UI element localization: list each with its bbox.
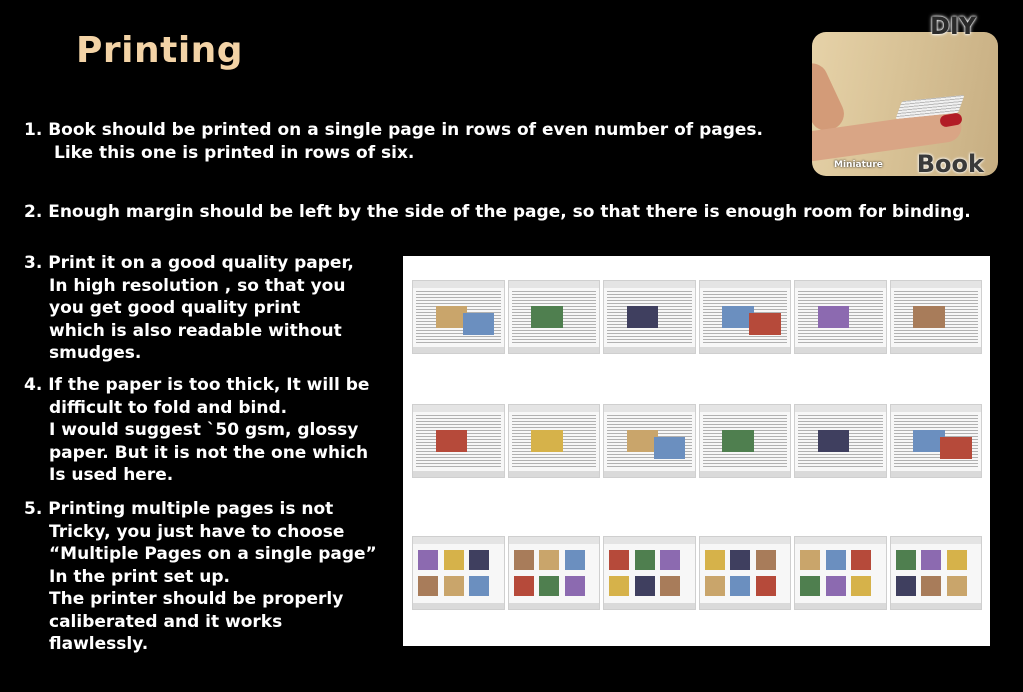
page-footer-band — [413, 603, 504, 609]
page-header-band — [413, 281, 504, 288]
point-1-line-1: 1. Book should be printed on a single page in rows of even number of pages. — [24, 120, 763, 140]
page-photo — [818, 430, 850, 452]
page-photo — [896, 550, 916, 570]
page-header-band — [795, 537, 886, 544]
sheet-row-2 — [412, 404, 982, 478]
page-thumbnail — [794, 536, 887, 610]
page-footer-band — [604, 603, 695, 609]
page-thumbnail — [699, 404, 792, 478]
page-photo — [469, 550, 489, 570]
point-3-line-4: which is also readable without — [49, 320, 342, 341]
page-header-band — [891, 537, 982, 544]
page-header-band — [891, 405, 982, 412]
page-footer-band — [700, 471, 791, 477]
page-photo — [800, 550, 820, 570]
page-photo — [826, 550, 846, 570]
page-header-band — [604, 537, 695, 544]
sheet-row-3 — [412, 536, 982, 610]
point-5-line-5: The printer should be properly — [49, 589, 344, 609]
page-thumbnail — [412, 536, 505, 610]
page-photo — [627, 306, 659, 328]
page-photo — [660, 550, 680, 570]
page-photo — [705, 576, 725, 596]
point-1 — [24, 119, 763, 164]
page-photo — [913, 306, 945, 328]
page-thumbnail — [412, 404, 505, 478]
page-thumbnail — [794, 404, 887, 478]
page-thumbnail — [890, 280, 983, 354]
thumb-shape — [812, 58, 849, 136]
page-footer-band — [795, 603, 886, 609]
page-photo — [635, 576, 655, 596]
page-photo — [705, 550, 725, 570]
page-photo — [565, 576, 585, 596]
diy-book-logo-image — [812, 32, 998, 176]
page-photo — [565, 550, 585, 570]
point-5-line-7: flawlessly. — [49, 634, 149, 654]
page-footer-band — [509, 471, 600, 477]
page-thumbnail — [699, 280, 792, 354]
page-photo — [921, 576, 941, 596]
page-photo — [800, 576, 820, 596]
page-footer-band — [509, 347, 600, 353]
point-3-line-1: 3. Print it on a good quality paper, — [24, 253, 354, 273]
page-header-band — [891, 281, 982, 288]
page-footer-band — [604, 347, 695, 353]
sheet-row-1 — [412, 280, 982, 354]
point-5 — [24, 498, 377, 656]
page-footer-band — [509, 603, 600, 609]
page-footer-band — [413, 347, 504, 353]
page-header-band — [700, 405, 791, 412]
page-header-band — [700, 537, 791, 544]
page-photo — [851, 550, 871, 570]
page-photo — [514, 550, 534, 570]
page-header-band — [795, 405, 886, 412]
page-photo — [660, 576, 680, 596]
page-footer-band — [700, 603, 791, 609]
point-4 — [24, 374, 369, 487]
point-5-line-6: caliberated and it works — [49, 611, 283, 632]
point-4-line-4: paper. But it is not the one which — [49, 442, 369, 463]
logo-book-text: Book — [916, 150, 984, 176]
page-photo — [722, 430, 754, 452]
page-photo — [539, 550, 559, 570]
page-thumbnail — [699, 536, 792, 610]
page-photo — [469, 576, 489, 596]
page-thumbnail — [890, 536, 983, 610]
logo-diy-text: DIY — [930, 12, 977, 40]
page-header-band — [509, 537, 600, 544]
page-header-band — [413, 405, 504, 412]
page-footer-band — [795, 347, 886, 353]
page-thumbnail — [603, 536, 696, 610]
point-5-line-1: 5. Printing multiple pages is not — [24, 499, 334, 519]
page-footer-band — [413, 471, 504, 477]
page-thumbnail — [508, 536, 601, 610]
page-photo — [940, 437, 972, 459]
page-photo — [444, 576, 464, 596]
point-5-line-3: “Multiple Pages on a single page” — [49, 544, 377, 564]
page-photo — [514, 576, 534, 596]
page-header-band — [509, 281, 600, 288]
point-4-line-2: difficult to fold and bind. — [49, 397, 288, 418]
page-footer-band — [700, 347, 791, 353]
page-header-band — [604, 405, 695, 412]
page-footer-band — [604, 471, 695, 477]
printed-sheet-image — [403, 256, 990, 646]
point-5-line-2: Tricky, you just have to choose — [49, 521, 345, 542]
page-photo — [609, 550, 629, 570]
page-photo — [749, 313, 781, 335]
point-3-line-2: In high resolution , so that you — [49, 275, 346, 296]
page-header-band — [700, 281, 791, 288]
page-header-band — [795, 281, 886, 288]
logo-miniature-text: Miniature — [834, 160, 883, 170]
page-photo — [826, 576, 846, 596]
point-5-line-4: In the print set up. — [49, 566, 230, 587]
page-thumbnail — [508, 404, 601, 478]
page-header-band — [604, 281, 695, 288]
page-photo — [896, 576, 916, 596]
point-3-line-3: you get good quality print — [49, 298, 301, 318]
point-2-line-1: 2. Enough margin should be left by the side of the page, so that there is enough room for binding. — [24, 202, 971, 222]
page-photo — [947, 550, 967, 570]
point-2 — [24, 201, 971, 224]
page-photo — [418, 550, 438, 570]
page-thumbnail — [890, 404, 983, 478]
page-footer-band — [891, 347, 982, 353]
page-title: Printing — [76, 30, 244, 71]
page-photo — [730, 550, 750, 570]
page-thumbnail — [794, 280, 887, 354]
page-photo — [730, 576, 750, 596]
page-thumbnail — [603, 404, 696, 478]
page-photo — [531, 306, 563, 328]
page-photo — [635, 550, 655, 570]
page-photo — [947, 576, 967, 596]
page-header-band — [509, 405, 600, 412]
page-photo — [609, 576, 629, 596]
page-photo — [539, 576, 559, 596]
point-4-line-5: Is used here. — [49, 465, 174, 485]
page-header-band — [413, 537, 504, 544]
page-photo — [756, 550, 776, 570]
page-photo — [654, 437, 686, 459]
point-3-line-5: smudges. — [49, 343, 142, 363]
page-photo — [436, 430, 468, 452]
point-1-line-2: Like this one is printed in rows of six. — [54, 142, 415, 163]
point-4-line-1: 4. If the paper is too thick, It will be — [24, 375, 370, 395]
page-photo — [756, 576, 776, 596]
page-footer-band — [795, 471, 886, 477]
page-thumbnail — [412, 280, 505, 354]
page-photo — [463, 313, 495, 335]
point-3 — [24, 252, 354, 365]
point-4-line-3: I would suggest `50 gsm, glossy — [49, 420, 359, 440]
page-footer-band — [891, 471, 982, 477]
page-photo — [851, 576, 871, 596]
page-photo — [444, 550, 464, 570]
page-photo — [921, 550, 941, 570]
page-thumbnail — [603, 280, 696, 354]
page-photo — [531, 430, 563, 452]
page-thumbnail — [508, 280, 601, 354]
page-photo — [418, 576, 438, 596]
page-footer-band — [891, 603, 982, 609]
page-photo — [818, 306, 850, 328]
